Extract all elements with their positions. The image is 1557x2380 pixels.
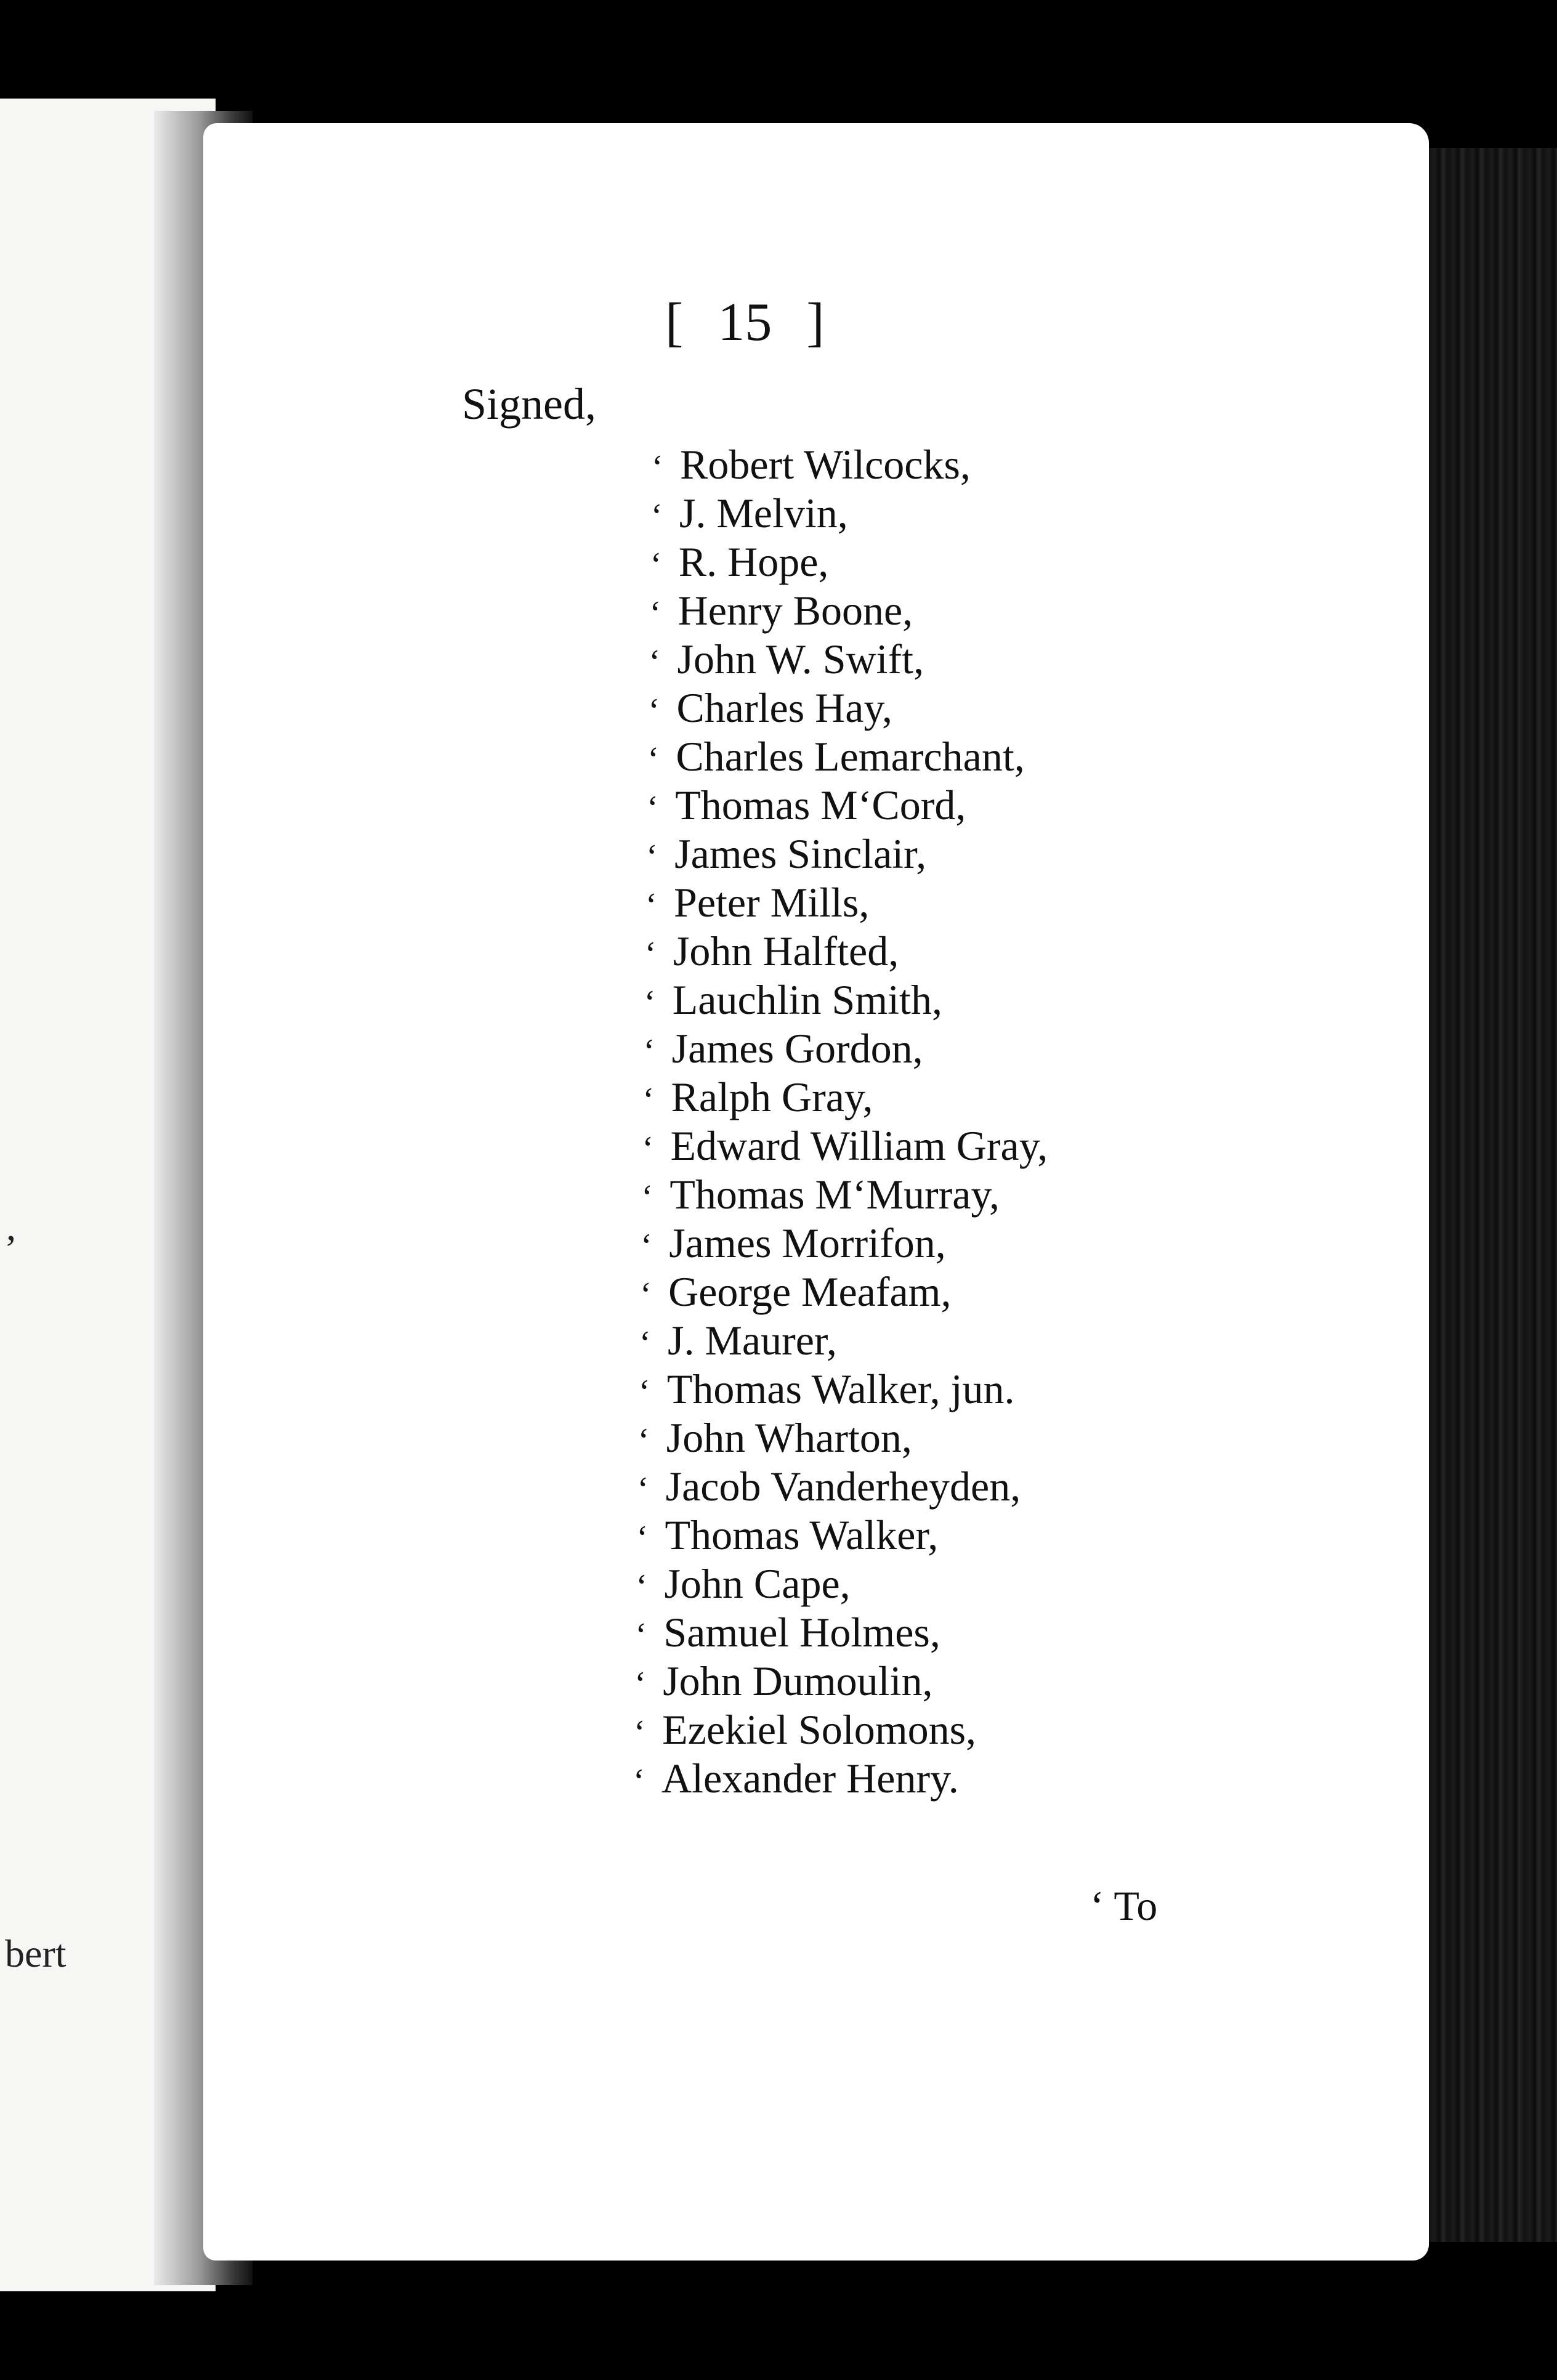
signatory-name: Alexander Henry. [661,1755,959,1802]
signatory-row [636,1560,851,1607]
signatory-name: Charles Hay, [676,684,893,731]
signatory-row [634,1706,977,1753]
signatory-name: Ralph Gray, [671,1074,873,1120]
signatory-row [637,1514,939,1556]
signatory-name: Thomas M‘Cord, [675,782,966,828]
signatory-row [647,784,966,826]
signatory-row [633,1755,959,1802]
quote-mark: ‘ [639,1324,651,1362]
left-page-fragment-comma: , [6,1205,16,1249]
signatory-row [639,1368,1015,1410]
signatory-name: Henry Boone, [677,587,913,634]
quote-mark: ‘ [643,1032,655,1071]
quote-mark: ‘ [634,1714,645,1752]
signatory-row [650,538,829,585]
signatory-name: George Meafam, [668,1268,952,1315]
signatory-row [645,930,899,972]
quote-mark: ‘ [649,643,661,681]
signatory-name: Thomas Walker, [665,1512,939,1558]
quote-mark: ‘ [636,1568,648,1606]
quote-mark: ‘ [647,740,659,779]
page-number: 15 [718,293,772,352]
quote-mark: ‘ [650,497,663,535]
quote-mark: ‘ [652,448,663,487]
signatory-name: Thomas Walker, jun. [666,1366,1015,1412]
signatory-name: Samuel Holmes, [663,1609,940,1656]
quote-mark: ‘ [644,935,657,973]
signatory-name: Ezekiel Solomons, [662,1706,977,1753]
signatory-name: John Halfted, [673,928,899,974]
signatory-row [634,1660,932,1702]
signatory-row [648,684,893,731]
signatory-row [652,441,971,488]
signatory-name: R. Hope, [678,538,829,585]
left-page-fragment-word: bert [5,1932,67,1975]
signatory-name: John W. Swift, [677,636,924,682]
quote-mark: ‘ [633,1762,645,1800]
quote-mark: ‘ [648,692,660,730]
signatory-name: Charles Lemarchant, [676,733,1025,780]
signatory-row [644,976,942,1023]
signatory-name: Jacob Vanderheyden, [665,1463,1021,1510]
quote-mark: ‘ [642,1081,655,1119]
signatory-name: Edward William Gray, [670,1122,1048,1169]
signatory-name: J. Melvin, [679,490,848,536]
signatory-name: John Wharton, [666,1414,912,1461]
quote-mark: ‘ [638,1373,650,1411]
quote-mark: ‘ [641,1178,653,1216]
signatory-row [643,1076,873,1118]
quote-mark: ‘ [649,594,661,633]
quote-mark: ‘ [635,1616,647,1654]
quote-mark: ‘ [641,1227,652,1265]
quote-mark: ‘ [646,838,658,876]
signatory-row [635,1609,940,1656]
signatory-row [649,587,913,634]
quote-mark: ‘ [647,789,658,827]
signatory-name: James Sinclair, [674,830,927,877]
quote-mark: ‘ [637,1470,649,1508]
quote-mark: ‘ [642,1130,654,1168]
signatory-row [639,1317,837,1364]
catchword: ‘ To [1090,1882,1158,1929]
signatory-row [651,492,848,534]
signatory-row [649,638,924,680]
quote-mark: ‘ [634,1665,646,1703]
signatory-row [643,1025,923,1072]
quote-mark: ‘ [640,1276,652,1314]
quote-mark: ‘ [636,1519,649,1557]
signatory-name: Robert Wilcocks, [680,441,971,488]
signatory-row [637,1463,1021,1510]
signatory-name: James Morrifon, [669,1220,946,1266]
signatory-name: James Gordon, [671,1025,923,1072]
signed-label: Signed, [462,379,597,429]
signatory-name: Peter Mills, [674,879,870,926]
signatory-row [642,1122,1048,1169]
quote-mark: ‘ [637,1422,650,1460]
quote-mark: ‘ [644,984,656,1022]
signatory-row [641,1171,1000,1218]
quote-mark: ‘ [650,546,662,584]
signatory-row [637,1414,912,1461]
bracket-close: ] [806,293,825,352]
signatory-row [645,879,870,926]
signatory-name: Thomas M‘Murray, [669,1171,1000,1218]
signatory-row [646,830,927,877]
signatory-row [641,1222,945,1264]
bracket-open: [ [665,293,684,352]
signatory-row [640,1268,952,1315]
signatory-name: Lauchlin Smith, [672,976,942,1023]
signatory-row [647,733,1025,780]
signatory-name: J. Maurer, [668,1317,837,1364]
signatory-name: John Cape, [664,1560,851,1607]
quote-mark: ‘ [645,886,657,925]
signatory-name: John Dumoulin, [663,1658,933,1704]
